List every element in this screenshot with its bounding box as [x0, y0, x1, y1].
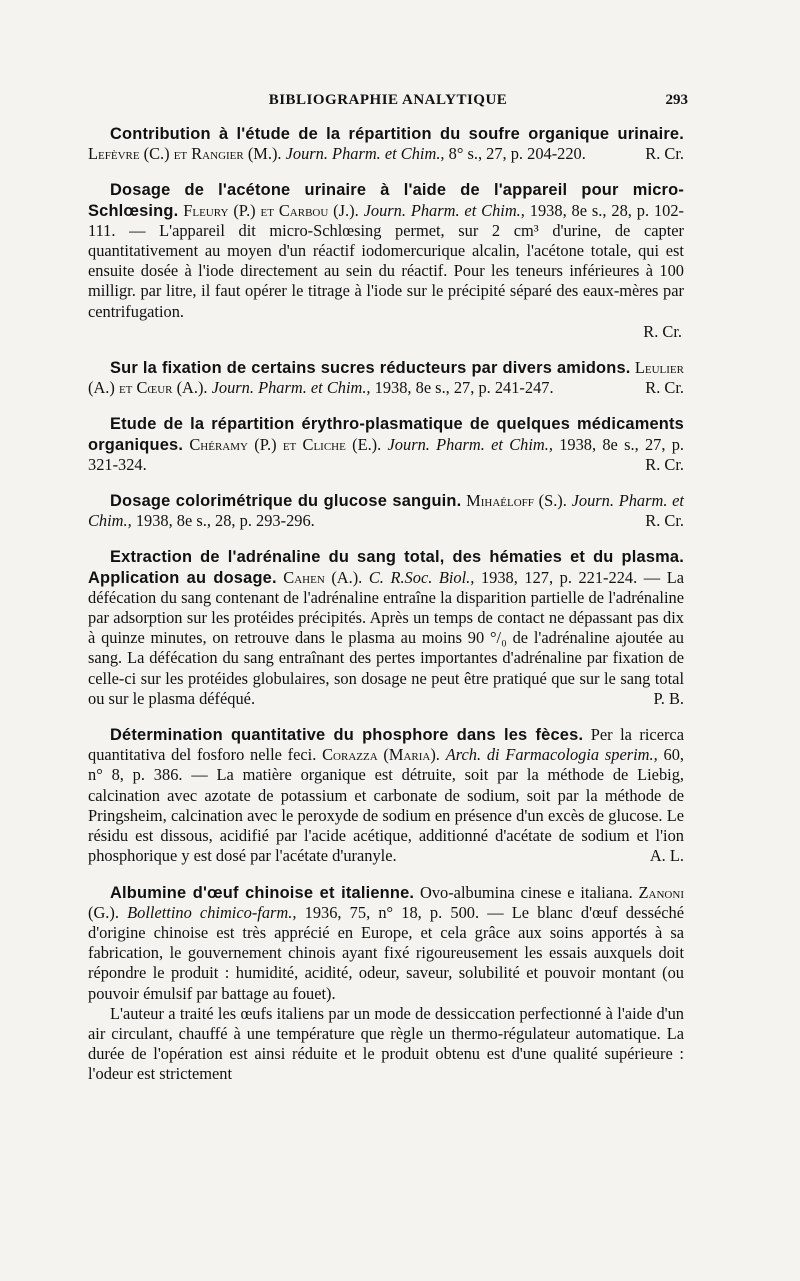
- running-title: BIBLIOGRAPHIE ANALYTIQUE: [268, 92, 508, 108]
- entry-signature: R. Cr.: [643, 321, 682, 341]
- entry-title: Extraction de l'adrénaline du sang total, des hématies et du plasma. Application au dosage.: [88, 548, 684, 587]
- entry-journal: Arch. di Farmacologia sperim.,: [445, 745, 658, 765]
- entry-authors: Chéramy (P.) et Cliche (E.).: [189, 434, 382, 454]
- running-header: [88, 92, 688, 114]
- entry-subtitle: Per la ricerca quantitativa del fosforo nelle feci.: [88, 725, 684, 765]
- entry-title: Dosage de l'acétone urinaire à l'aide de l'appareil pour micro-Schlœsing.: [88, 181, 684, 220]
- entry-authors: Cahen (A.).: [283, 567, 363, 587]
- entry-signature: R. Cr.: [645, 454, 684, 474]
- entry-reference: 1938, 8e s., 28, p. 102-111.: [88, 200, 684, 240]
- entry-abstract: — La matière organique est détruite, soit par la méthode de Liebig, calcination avec azotate de potassium et carbonate de sodium, soit par la méthode de Pringsheim, calcination avec le peroxyde de sodium en présence d'un excès de glucose. Le résidu est dissous, acidifié par l'acide acétique, additionné d'acétate de sodium et l'ion phosphorique y est dosé par l'acétate d'uranyle.: [88, 765, 684, 866]
- bibliography-entry: [88, 180, 684, 342]
- entry-reference: 1938, 8e s., 28, p. 293-296.: [135, 511, 315, 531]
- entry-authors: Fleury (P.) et Carbou (J.).: [183, 200, 359, 220]
- entry-signature: R. Cr.: [645, 511, 684, 531]
- entry-signature: R. Cr.: [645, 378, 684, 398]
- entry-authors: Leulier (A.) et Cœur (A.).: [88, 358, 684, 398]
- bibliography-content: [88, 124, 684, 1101]
- bibliography-entry: [88, 491, 684, 531]
- entry-abstract: — L'appareil dit micro-Schlœsing permet, sur 2 cm³ d'urine, de capter quantitativement au moyen d'un réactif iodomercurique alcalin, l'acétone totale, qui est ensuite dosée à l'iode directement au sein du réactif. Pour les teneurs inférieures à 100 milligr. par litre, il faut opérer le titrage à l'iode sur le précipité séparé des eaux-mères par centrifugation.: [88, 220, 684, 321]
- entry-title: Contribution à l'étude de la répartition du soufre organique urinaire.: [110, 125, 684, 143]
- bibliography-entry: [88, 124, 684, 164]
- entry-authors: Mihaéloff (S.).: [466, 491, 567, 511]
- entry-authors: Zanoni (G.).: [88, 882, 684, 922]
- bibliography-entry: [88, 547, 684, 709]
- page-number: 293: [665, 92, 688, 108]
- entry-journal: Journ. Pharm. et Chim.,: [387, 434, 553, 454]
- entry-journal: Bollettino chimico-farm.,: [127, 902, 297, 922]
- entry-title: Etude de la répartition érythro-plasmatique de quelques médicaments organiques.: [88, 415, 684, 454]
- entry-journal: C. R.Soc. Biol.,: [368, 567, 475, 587]
- bibliography-entry: [88, 414, 684, 475]
- entry-journal: Journ. Pharm. et Chim.,: [285, 144, 445, 164]
- entry-journal: Journ. Pharm. et Chim.,: [211, 378, 371, 398]
- entry-subtitle: Ovo-albumina cinese e italiana.: [419, 882, 633, 902]
- entry-signature: A. L.: [649, 846, 684, 866]
- entry-journal: Journ. Pharm. et Chim.,: [88, 491, 684, 531]
- entry-reference: 8° s., 27, p. 204-220.: [448, 144, 586, 164]
- entry-reference: 60, n° 8, p. 386.: [88, 745, 684, 785]
- bibliography-entry: [88, 883, 684, 1085]
- entry-authors: Corazza (Maria).: [322, 745, 440, 765]
- entry-reference: 1938, 127, p. 221-224.: [480, 567, 638, 587]
- bibliography-entry: [88, 358, 684, 398]
- entry-reference: 1938, 8e s., 27, p. 321-324.: [88, 434, 684, 474]
- entry-continuation: L'auteur a traité les œufs italiens par un mode de dessiccation perfectionné à l'aide d'un air circulant, chauffé à une température que règle un thermo-régulateur automatique. La durée de l'opération est ainsi réduite et le produit obtenu est d'une qualité supérieure : l'odeur est strictement: [88, 1003, 684, 1084]
- entry-reference: 1938, 8e s., 27, p. 241-247.: [374, 378, 554, 398]
- entry-reference: 1936, 75, n° 18, p. 500.: [304, 902, 480, 922]
- entry-abstract: — Le blanc d'œuf desséché d'origine chinoise est très apprécié en Europe, et cela grâce aux soins apportés à sa fabrication, le gouvernement chinois ayant fixé rigoureusement les essais auxquels doit répondre le produit : humidité, acidité, odeur, saveur, solubilité et pouvoir montant (ou pouvoir émulsif par battage au fouet).: [88, 902, 684, 1003]
- entry-title: Albumine d'œuf chinoise et italienne.: [110, 883, 415, 902]
- entry-title: Sur la fixation de certains sucres réducteurs par divers amidons.: [110, 359, 631, 378]
- entry-journal: Journ. Pharm. et Chim.,: [363, 200, 525, 220]
- entry-title: Détermination quantitative du phosphore dans les fèces.: [110, 726, 584, 745]
- entry-signature: R. Cr.: [645, 144, 684, 164]
- entry-signature: P. B.: [653, 688, 684, 708]
- bibliography-entry: [88, 725, 684, 866]
- entry-authors: Lefèvre (C.) et Rangier (M.).: [88, 144, 282, 164]
- entry-title: Dosage colorimétrique du glucose sanguin.: [110, 492, 462, 511]
- entry-abstract: — La défécation du sang contenant de l'adrénaline entraîne la disparition partielle de l'adrénaline par adsorption sur les protéides précipités. Après un temps de contact ne dépassant pas dix à quinze minutes, on retrouve dans le plasma au moins 90 °/₀ de l'adrénaline ajoutée au sang. La défécation du sang entraînant des pertes importantes d'adrénaline par fixation de celle-ci sur les protéides globulaires, son dosage ne peut être pratiqué que sur le sang total ou sur le plasma déféqué.: [88, 567, 684, 708]
